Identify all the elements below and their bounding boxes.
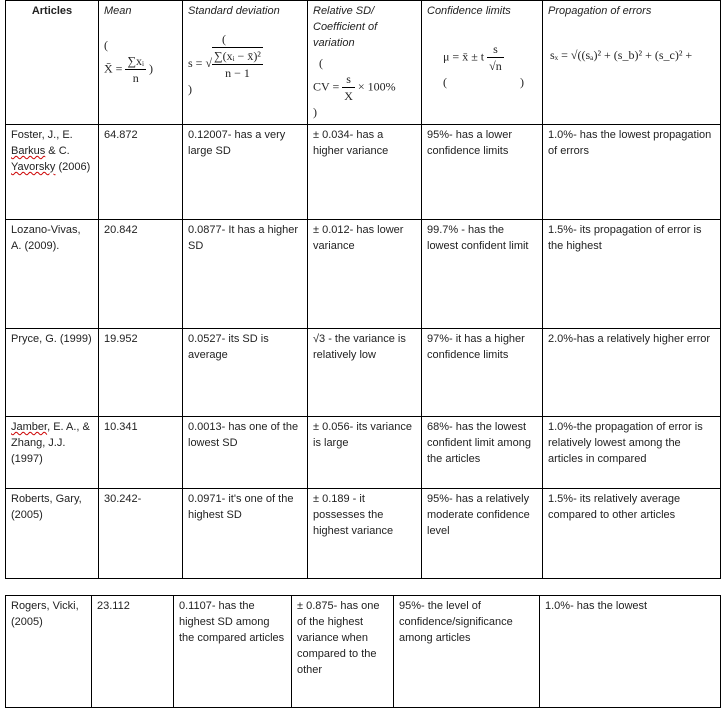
cell-prop: 1.0%-the propagation of error is relatively lowest among the articles in compared [543, 417, 721, 489]
cell-rsd: ± 0.056- its variance is large [308, 417, 422, 489]
cell-rsd: ± 0.012- has lower variance [308, 220, 422, 329]
table-row [6, 417, 721, 489]
header-mean-label: Mean [104, 5, 132, 17]
cell-rsd: ± 0.875- has one of the highest variance when compared to the other [292, 596, 394, 708]
cell-cl: 95%- the level of confidence/significance among articles [394, 596, 540, 708]
cell-rsd: ± 0.034- has a higher variance [308, 125, 422, 220]
cell-cl: 95%- has a lower confidence limits [422, 125, 543, 220]
header-cl [422, 1, 543, 125]
header-sd-label: Standard deviation [188, 5, 280, 17]
prop-formula: sₓ = √((sₐ)² + (s_b)² + (s_c)² + [550, 48, 693, 62]
cell-prop: 1.5%- its propagation of error is the highest [543, 220, 721, 329]
header-mean [99, 1, 183, 125]
cell-sd: 0.1107- has the highest SD among the compared articles [174, 596, 292, 708]
cell-article: Rogers, Vicki, (2005) [6, 596, 92, 708]
header-rsd-label: Relative SD/ Coefficient of variation [313, 5, 378, 49]
cell-sd: 0.0013- has one of the lowest SD [183, 417, 308, 489]
header-prop [543, 1, 721, 125]
cell-prop: 2.0%-has a relatively higher error [543, 329, 721, 417]
header-sd [183, 1, 308, 125]
cell-sd: 0.0527- its SD is average [183, 329, 308, 417]
cell-mean: 30.242- [99, 489, 183, 579]
table-row [6, 596, 721, 708]
cell-prop: 1.0%- has the lowest propagation of errors [543, 125, 721, 220]
cell-article: Roberts, Gary, (2005) [6, 489, 99, 579]
header-articles: Articles [6, 1, 99, 125]
cell-mean: 19.952 [99, 329, 183, 417]
cell-rsd: ± 0.189 - it possesses the highest variance [308, 489, 422, 579]
table-row [6, 220, 721, 329]
cl-formula: μ = x̄ ± t $\frac{s}{√n}$ ( ) [443, 42, 524, 89]
rsd-formula: ( CV = $\frac{s}{X}$ × 100% ) [313, 56, 396, 119]
cell-mean: 64.872 [99, 125, 183, 220]
cell-prop: 1.5%- its relatively average compared to other articles [543, 489, 721, 579]
cell-mean: 10.341 [99, 417, 183, 489]
header-prop-label: Propagation of errors [548, 5, 652, 17]
header-row [6, 1, 721, 125]
cell-rsd: √3 - the variance is relatively low [308, 329, 422, 417]
cell-mean: 20.842 [99, 220, 183, 329]
comparison-table-continued [5, 595, 721, 708]
header-cl-label: Confidence limits [427, 5, 511, 17]
sd-formula: ( s = √ $\frac{\text{∑(xᵢ − x̄)²}}{n - 1}$ ) [188, 32, 261, 96]
mean-formula: ( X̄ = $\frac{\text{∑xᵢ}}{n}$ ) [104, 38, 153, 85]
cell-cl: 99.7% - has the lowest confident limit [422, 220, 543, 329]
table-row [6, 329, 721, 417]
cell-article: Lozano-Vivas, A. (2009). [6, 220, 99, 329]
cell-mean: 23.112 [92, 596, 174, 708]
table-row [6, 125, 721, 220]
cell-sd: 0.0877- It has a higher SD [183, 220, 308, 329]
cell-prop: 1.0%- has the lowest [540, 596, 721, 708]
cell-sd: 0.12007- has a very large SD [183, 125, 308, 220]
header-rsd [308, 1, 422, 125]
cell-article: Pryce, G. (1999) [6, 329, 99, 417]
table-row [6, 489, 721, 579]
comparison-table [5, 0, 721, 579]
cell-sd: 0.0971- it's one of the highest SD [183, 489, 308, 579]
cell-article: Jamber, E. A., & Zhang, J.J. (1997) [6, 417, 99, 489]
cell-cl: 97%- it has a higher confidence limits [422, 329, 543, 417]
cell-article: Foster, J., E. Barkus & C. Yavorsky (2006) [6, 125, 99, 220]
cell-cl: 95%- has a relatively moderate confidence level [422, 489, 543, 579]
cell-cl: 68%- has the lowest confident limit among the articles [422, 417, 543, 489]
